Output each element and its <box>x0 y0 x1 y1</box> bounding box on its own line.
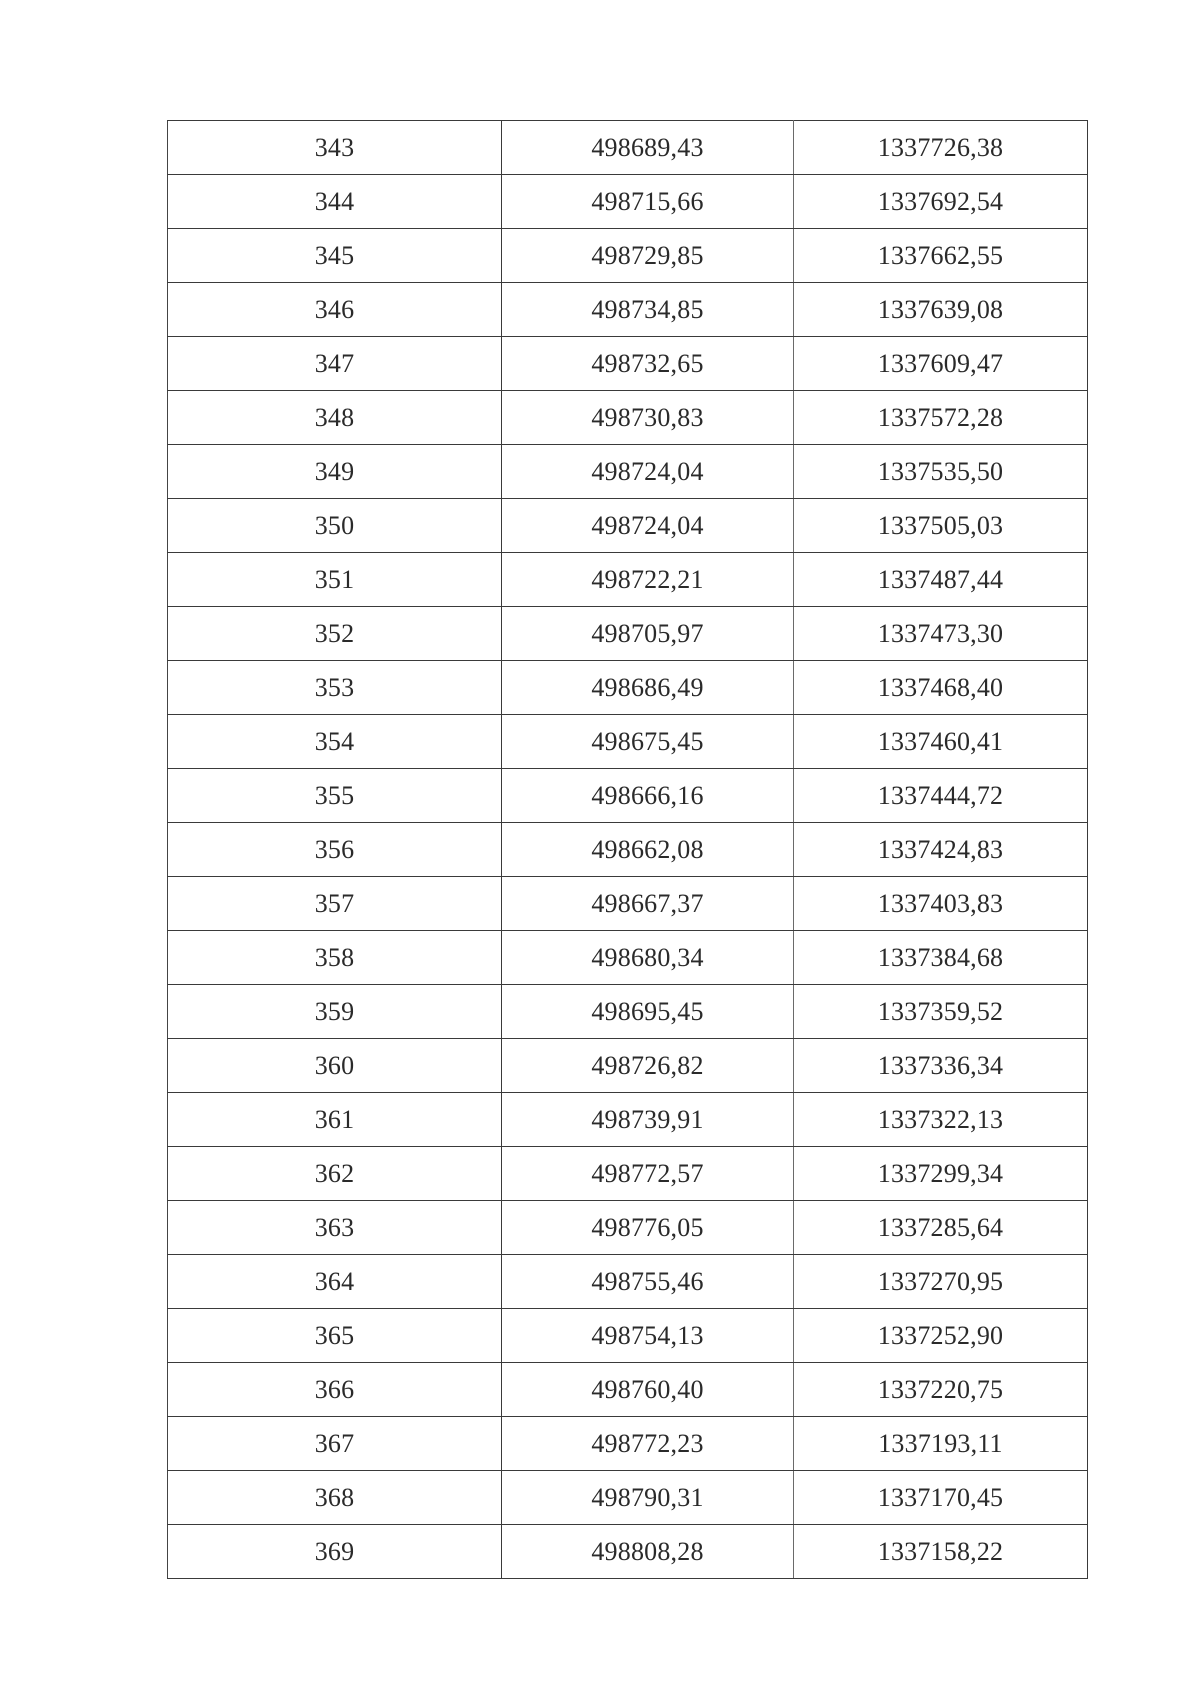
y-coordinate-cell: 1337285,64 <box>794 1201 1088 1255</box>
table-row <box>168 661 1088 715</box>
table-row <box>168 769 1088 823</box>
point-number-cell: 345 <box>168 229 502 283</box>
table-row <box>168 121 1088 175</box>
table-row <box>168 985 1088 1039</box>
y-coordinate-cell: 1337662,55 <box>794 229 1088 283</box>
y-coordinate-cell: 1337403,83 <box>794 877 1088 931</box>
table-row <box>168 1525 1088 1579</box>
x-coordinate-cell: 498680,34 <box>502 931 794 985</box>
point-number-cell: 364 <box>168 1255 502 1309</box>
point-number-cell: 363 <box>168 1201 502 1255</box>
table-row <box>168 1039 1088 1093</box>
point-number-cell: 368 <box>168 1471 502 1525</box>
point-number-cell: 353 <box>168 661 502 715</box>
y-coordinate-cell: 1337444,72 <box>794 769 1088 823</box>
x-coordinate-cell: 498722,21 <box>502 553 794 607</box>
point-number-cell: 354 <box>168 715 502 769</box>
x-coordinate-cell: 498734,85 <box>502 283 794 337</box>
point-number-cell: 369 <box>168 1525 502 1579</box>
point-number-cell: 346 <box>168 283 502 337</box>
y-coordinate-cell: 1337535,50 <box>794 445 1088 499</box>
y-coordinate-cell: 1337572,28 <box>794 391 1088 445</box>
table-row <box>168 283 1088 337</box>
x-coordinate-cell: 498715,66 <box>502 175 794 229</box>
table-row <box>168 1363 1088 1417</box>
point-number-cell: 347 <box>168 337 502 391</box>
point-number-cell: 348 <box>168 391 502 445</box>
table-row <box>168 391 1088 445</box>
x-coordinate-cell: 498730,83 <box>502 391 794 445</box>
y-coordinate-cell: 1337726,38 <box>794 121 1088 175</box>
x-coordinate-cell: 498666,16 <box>502 769 794 823</box>
table-row <box>168 337 1088 391</box>
y-coordinate-cell: 1337322,13 <box>794 1093 1088 1147</box>
y-coordinate-cell: 1337158,22 <box>794 1525 1088 1579</box>
point-number-cell: 357 <box>168 877 502 931</box>
table-row <box>168 229 1088 283</box>
coordinates-table-body <box>168 121 1088 1579</box>
point-number-cell: 352 <box>168 607 502 661</box>
x-coordinate-cell: 498755,46 <box>502 1255 794 1309</box>
x-coordinate-cell: 498695,45 <box>502 985 794 1039</box>
point-number-cell: 344 <box>168 175 502 229</box>
y-coordinate-cell: 1337487,44 <box>794 553 1088 607</box>
y-coordinate-cell: 1337468,40 <box>794 661 1088 715</box>
table-row <box>168 1093 1088 1147</box>
point-number-cell: 362 <box>168 1147 502 1201</box>
point-number-cell: 351 <box>168 553 502 607</box>
x-coordinate-cell: 498772,57 <box>502 1147 794 1201</box>
table-row <box>168 553 1088 607</box>
table-row <box>168 607 1088 661</box>
x-coordinate-cell: 498724,04 <box>502 499 794 553</box>
point-number-cell: 343 <box>168 121 502 175</box>
x-coordinate-cell: 498729,85 <box>502 229 794 283</box>
x-coordinate-cell: 498667,37 <box>502 877 794 931</box>
y-coordinate-cell: 1337424,83 <box>794 823 1088 877</box>
x-coordinate-cell: 498754,13 <box>502 1309 794 1363</box>
y-coordinate-cell: 1337270,95 <box>794 1255 1088 1309</box>
table-row <box>168 715 1088 769</box>
y-coordinate-cell: 1337505,03 <box>794 499 1088 553</box>
point-number-cell: 361 <box>168 1093 502 1147</box>
x-coordinate-cell: 498760,40 <box>502 1363 794 1417</box>
point-number-cell: 359 <box>168 985 502 1039</box>
x-coordinate-cell: 498732,65 <box>502 337 794 391</box>
y-coordinate-cell: 1337252,90 <box>794 1309 1088 1363</box>
point-number-cell: 349 <box>168 445 502 499</box>
y-coordinate-cell: 1337639,08 <box>794 283 1088 337</box>
point-number-cell: 365 <box>168 1309 502 1363</box>
table-row <box>168 877 1088 931</box>
point-number-cell: 367 <box>168 1417 502 1471</box>
point-number-cell: 360 <box>168 1039 502 1093</box>
table-row <box>168 1471 1088 1525</box>
y-coordinate-cell: 1337220,75 <box>794 1363 1088 1417</box>
table-row <box>168 1147 1088 1201</box>
table-row <box>168 1201 1088 1255</box>
point-number-cell: 366 <box>168 1363 502 1417</box>
x-coordinate-cell: 498772,23 <box>502 1417 794 1471</box>
y-coordinate-cell: 1337193,11 <box>794 1417 1088 1471</box>
x-coordinate-cell: 498739,91 <box>502 1093 794 1147</box>
x-coordinate-cell: 498790,31 <box>502 1471 794 1525</box>
table-row <box>168 1255 1088 1309</box>
y-coordinate-cell: 1337460,41 <box>794 715 1088 769</box>
coordinates-table <box>167 120 1088 1579</box>
x-coordinate-cell: 498689,43 <box>502 121 794 175</box>
y-coordinate-cell: 1337336,34 <box>794 1039 1088 1093</box>
x-coordinate-cell: 498686,49 <box>502 661 794 715</box>
table-row <box>168 445 1088 499</box>
point-number-cell: 350 <box>168 499 502 553</box>
table-row <box>168 175 1088 229</box>
table-row <box>168 1417 1088 1471</box>
x-coordinate-cell: 498705,97 <box>502 607 794 661</box>
point-number-cell: 355 <box>168 769 502 823</box>
y-coordinate-cell: 1337609,47 <box>794 337 1088 391</box>
y-coordinate-cell: 1337384,68 <box>794 931 1088 985</box>
x-coordinate-cell: 498675,45 <box>502 715 794 769</box>
y-coordinate-cell: 1337170,45 <box>794 1471 1088 1525</box>
y-coordinate-cell: 1337692,54 <box>794 175 1088 229</box>
y-coordinate-cell: 1337299,34 <box>794 1147 1088 1201</box>
x-coordinate-cell: 498776,05 <box>502 1201 794 1255</box>
y-coordinate-cell: 1337359,52 <box>794 985 1088 1039</box>
table-row <box>168 499 1088 553</box>
point-number-cell: 356 <box>168 823 502 877</box>
x-coordinate-cell: 498726,82 <box>502 1039 794 1093</box>
x-coordinate-cell: 498662,08 <box>502 823 794 877</box>
table-row <box>168 931 1088 985</box>
x-coordinate-cell: 498724,04 <box>502 445 794 499</box>
point-number-cell: 358 <box>168 931 502 985</box>
table-row <box>168 823 1088 877</box>
x-coordinate-cell: 498808,28 <box>502 1525 794 1579</box>
y-coordinate-cell: 1337473,30 <box>794 607 1088 661</box>
table-row <box>168 1309 1088 1363</box>
